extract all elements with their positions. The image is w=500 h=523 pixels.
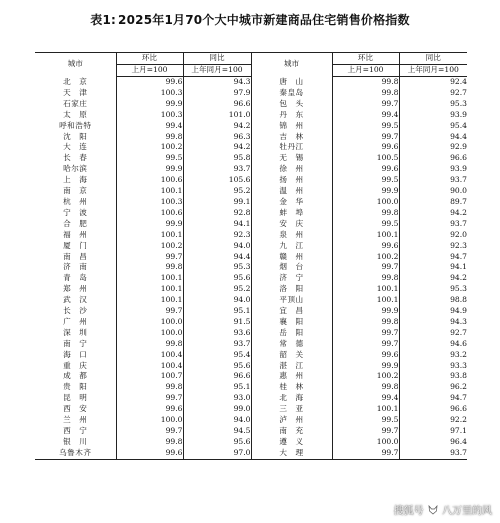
yoy-cell: 94.2 — [183, 121, 251, 132]
city-cell: 太 原 — [63, 109, 88, 119]
header-mom-left: 环比 — [116, 53, 183, 65]
table-row — [35, 350, 467, 361]
city-cell: 岳 阳 — [251, 328, 332, 339]
mom-cell: 99.6 — [116, 448, 183, 459]
yoy-cell: 92.7 — [399, 88, 467, 99]
yoy-cell: 94.5 — [183, 426, 251, 437]
table-row — [35, 393, 467, 404]
yoy-cell: 95.6 — [183, 437, 251, 448]
city-cell: 杭 州 — [63, 196, 88, 206]
yoy-cell: 93.7 — [399, 175, 467, 186]
city-cell: 长 沙 — [63, 306, 88, 316]
mom-cell: 99.8 — [116, 437, 183, 448]
mom-cell: 100.4 — [116, 350, 183, 361]
yoy-cell: 95.3 — [399, 99, 467, 110]
yoy-cell: 92.0 — [399, 230, 467, 241]
yoy-cell: 93.9 — [399, 164, 467, 175]
mom-cell: 99.7 — [332, 328, 399, 339]
mom-cell: 99.6 — [332, 241, 399, 252]
city-cell: 福 州 — [63, 229, 88, 239]
mom-cell: 100.4 — [116, 361, 183, 372]
table-row — [35, 142, 467, 153]
city-cell: 常 德 — [251, 339, 332, 350]
city-cell: 西 宁 — [63, 426, 88, 435]
mom-cell: 99.6 — [116, 404, 183, 415]
city-cell: 北 京 — [63, 76, 88, 86]
city-cell: 海 口 — [63, 349, 88, 359]
mom-cell: 99.4 — [332, 393, 399, 404]
mom-cell: 100.0 — [116, 328, 183, 339]
city-cell: 贵 阳 — [63, 382, 88, 392]
yoy-cell: 93.2 — [399, 350, 467, 361]
city-cell: 蚌 埠 — [251, 208, 332, 219]
city-cell: 扬 州 — [251, 175, 332, 186]
city-cell: 银 川 — [63, 436, 88, 446]
mom-cell: 99.7 — [332, 262, 399, 273]
table-row — [35, 448, 467, 459]
mom-cell: 99.6 — [332, 164, 399, 175]
yoy-cell: 96.6 — [399, 153, 467, 164]
city-cell: 丹 东 — [251, 110, 332, 121]
watermark-author: 八万里的风 — [442, 506, 492, 517]
yoy-cell: 96.6 — [183, 371, 251, 382]
mom-cell: 100.1 — [332, 295, 399, 306]
mom-cell: 99.7 — [116, 252, 183, 263]
table-row — [35, 284, 467, 295]
table-row — [35, 153, 467, 164]
mom-cell: 100.3 — [116, 197, 183, 208]
city-cell: 吉 林 — [251, 132, 332, 143]
yoy-cell: 91.5 — [183, 317, 251, 328]
mom-cell: 100.6 — [116, 175, 183, 186]
yoy-cell: 94.2 — [399, 273, 467, 284]
yoy-cell: 97.0 — [183, 448, 251, 459]
yoy-cell: 92.8 — [183, 208, 251, 219]
city-cell: 石家庄 — [63, 98, 88, 108]
table-row — [35, 252, 467, 263]
table-row — [35, 382, 467, 393]
yoy-cell: 92.7 — [399, 328, 467, 339]
mom-cell: 99.8 — [332, 77, 399, 88]
yoy-cell: 94.9 — [399, 306, 467, 317]
mom-cell: 100.0 — [332, 197, 399, 208]
table-row — [35, 132, 467, 143]
city-cell: 锦 州 — [251, 121, 332, 132]
yoy-cell: 95.3 — [399, 284, 467, 295]
city-cell: 温 州 — [251, 186, 332, 197]
mom-cell: 100.1 — [116, 230, 183, 241]
mom-cell: 99.8 — [116, 262, 183, 273]
city-cell: 唐 山 — [251, 77, 332, 88]
mom-cell: 99.7 — [332, 132, 399, 143]
city-cell: 秦皇岛 — [251, 88, 332, 99]
mom-cell: 99.4 — [116, 121, 183, 132]
mom-cell: 99.7 — [116, 426, 183, 437]
city-cell: 泉 州 — [251, 230, 332, 241]
mom-cell: 99.7 — [332, 426, 399, 437]
table-row — [35, 230, 467, 241]
city-cell: 无 锡 — [251, 153, 332, 164]
mom-cell: 100.3 — [116, 88, 183, 99]
yoy-cell: 95.4 — [399, 121, 467, 132]
mom-cell: 99.8 — [116, 132, 183, 143]
city-cell: 泸 州 — [251, 415, 332, 426]
city-cell: 韶 关 — [251, 350, 332, 361]
yoy-cell: 94.3 — [399, 317, 467, 328]
city-cell: 武 汉 — [63, 295, 88, 305]
mom-cell: 99.8 — [116, 339, 183, 350]
city-cell: 天 津 — [63, 87, 88, 97]
yoy-cell: 94.2 — [399, 208, 467, 219]
city-cell: 合 肥 — [63, 218, 88, 228]
header-mom-right: 环比 — [332, 53, 399, 65]
header-mom-base-left: 上月=100 — [116, 65, 183, 77]
mom-cell: 99.7 — [332, 448, 399, 459]
city-cell: 青 岛 — [63, 273, 88, 283]
city-cell: 上 海 — [63, 175, 88, 185]
yoy-cell: 98.8 — [399, 295, 467, 306]
yoy-cell: 90.0 — [399, 186, 467, 197]
yoy-cell: 93.9 — [399, 110, 467, 121]
city-cell: 大 理 — [251, 448, 332, 459]
yoy-cell: 93.7 — [183, 164, 251, 175]
mom-cell: 100.2 — [332, 371, 399, 382]
mom-cell: 99.9 — [116, 99, 183, 110]
city-cell: 徐 州 — [251, 164, 332, 175]
city-cell: 襄 阳 — [251, 317, 332, 328]
mom-cell: 100.6 — [116, 208, 183, 219]
table-title-prefix: 表1: — [90, 13, 117, 27]
yoy-cell: 101.0 — [183, 110, 251, 121]
city-cell: 深 圳 — [63, 327, 88, 337]
city-cell: 乌鲁木齐 — [35, 448, 116, 459]
watermark-source-label: 搜狐号 — [393, 506, 424, 517]
city-cell: 北 海 — [251, 393, 332, 404]
yoy-cell: 93.7 — [399, 219, 467, 230]
yoy-cell: 93.7 — [399, 448, 467, 459]
header-yoy-right: 同比 — [399, 53, 467, 65]
city-cell: 赣 州 — [251, 252, 332, 263]
yoy-cell: 94.0 — [183, 241, 251, 252]
yoy-cell: 92.3 — [183, 230, 251, 241]
mom-cell: 100.0 — [332, 437, 399, 448]
city-cell: 西 安 — [63, 404, 88, 414]
yoy-cell: 97.9 — [183, 88, 251, 99]
header-city-left: 城市 — [35, 53, 116, 77]
table-body — [35, 77, 467, 460]
yoy-cell: 95.4 — [183, 350, 251, 361]
city-cell: 三 亚 — [251, 404, 332, 415]
table-row — [35, 208, 467, 219]
yoy-cell: 96.6 — [183, 99, 251, 110]
mom-cell: 99.8 — [332, 208, 399, 219]
city-cell: 包 头 — [251, 99, 332, 110]
yoy-cell: 89.7 — [399, 197, 467, 208]
yoy-cell: 95.1 — [183, 306, 251, 317]
city-cell: 桂 林 — [251, 382, 332, 393]
mom-cell: 100.1 — [116, 273, 183, 284]
mom-cell: 99.7 — [116, 306, 183, 317]
mom-cell: 100.2 — [116, 142, 183, 153]
watermark — [394, 502, 492, 517]
table-row — [35, 295, 467, 306]
city-cell: 宁 波 — [63, 207, 88, 217]
mom-cell: 100.1 — [116, 295, 183, 306]
yoy-cell: 95.3 — [183, 262, 251, 273]
mom-cell: 99.4 — [332, 110, 399, 121]
mom-cell: 99.6 — [332, 350, 399, 361]
yoy-cell: 96.3 — [183, 132, 251, 143]
price-index-table — [35, 52, 467, 460]
yoy-cell: 94.2 — [183, 142, 251, 153]
mom-cell: 99.8 — [332, 317, 399, 328]
city-cell: 厦 门 — [63, 240, 88, 250]
header-mom-base-right: 上月=100 — [332, 65, 399, 77]
table-row — [35, 99, 467, 110]
mom-cell: 100.1 — [116, 284, 183, 295]
mom-cell: 100.1 — [332, 404, 399, 415]
yoy-cell: 92.4 — [399, 77, 467, 88]
header-yoy-left: 同比 — [183, 53, 251, 65]
city-cell: 牡丹江 — [251, 142, 332, 153]
mom-cell: 100.3 — [116, 110, 183, 121]
mom-cell: 99.7 — [116, 393, 183, 404]
yoy-cell: 95.2 — [183, 186, 251, 197]
yoy-cell: 94.4 — [399, 132, 467, 143]
table-row — [35, 339, 467, 350]
city-cell: 济 宁 — [251, 273, 332, 284]
yoy-cell: 99.1 — [183, 197, 251, 208]
city-cell: 遵 义 — [251, 437, 332, 448]
mom-cell: 100.5 — [332, 153, 399, 164]
mom-cell: 99.5 — [332, 415, 399, 426]
yoy-cell: 93.7 — [183, 339, 251, 350]
table-row — [35, 361, 467, 372]
mom-cell: 100.0 — [116, 317, 183, 328]
header-yoy-base-right: 上年同月=100 — [399, 65, 467, 77]
city-cell: 成 都 — [63, 371, 88, 381]
yoy-cell: 94.6 — [399, 339, 467, 350]
table-row — [35, 426, 467, 437]
yoy-cell: 93.0 — [183, 393, 251, 404]
mom-cell: 99.9 — [332, 186, 399, 197]
city-cell: 南 昌 — [63, 251, 88, 261]
yoy-cell: 99.0 — [183, 404, 251, 415]
table-row — [35, 306, 467, 317]
table-row — [35, 164, 467, 175]
table-title — [0, 11, 500, 28]
city-cell: 重 庆 — [63, 360, 88, 370]
mom-cell: 100.0 — [116, 415, 183, 426]
table-row — [35, 273, 467, 284]
yoy-cell: 105.6 — [183, 175, 251, 186]
yoy-cell: 93.6 — [183, 328, 251, 339]
yoy-cell: 95.6 — [183, 273, 251, 284]
yoy-cell: 92.2 — [399, 415, 467, 426]
table-row — [35, 371, 467, 382]
yoy-cell: 95.2 — [183, 284, 251, 295]
yoy-cell: 93.3 — [399, 361, 467, 372]
table-title-text: 2025年1月70个大中城市新建商品住宅销售价格指数 — [118, 13, 410, 27]
mom-cell: 99.8 — [332, 273, 399, 284]
table-row — [35, 219, 467, 230]
table-row — [35, 88, 467, 99]
city-cell: 昆 明 — [63, 393, 88, 403]
yoy-cell: 96.4 — [399, 437, 467, 448]
city-cell: 南 京 — [63, 186, 88, 196]
table-row — [35, 186, 467, 197]
city-cell: 广 州 — [63, 316, 88, 326]
city-cell: 惠 州 — [251, 371, 332, 382]
mom-cell: 99.5 — [332, 219, 399, 230]
table-row — [35, 110, 467, 121]
city-cell: 郑 州 — [63, 284, 88, 294]
yoy-cell: 94.3 — [183, 77, 251, 88]
yoy-cell: 94.0 — [183, 415, 251, 426]
city-cell: 安 庆 — [251, 219, 332, 230]
yoy-cell: 92.3 — [399, 241, 467, 252]
city-cell: 兰 州 — [63, 415, 88, 425]
mom-cell: 100.2 — [116, 241, 183, 252]
city-cell: 金 华 — [251, 197, 332, 208]
table-row — [35, 175, 467, 186]
table-row — [35, 121, 467, 132]
city-cell: 大 连 — [63, 142, 88, 152]
mom-cell: 99.5 — [332, 121, 399, 132]
city-cell: 洛 阳 — [251, 284, 332, 295]
header-yoy-base-left: 上年同月=100 — [183, 65, 251, 77]
mom-cell: 99.9 — [332, 306, 399, 317]
city-cell: 哈尔滨 — [63, 164, 88, 174]
city-cell: 宜 昌 — [251, 306, 332, 317]
yoy-cell: 94.0 — [183, 295, 251, 306]
mom-cell: 99.7 — [332, 339, 399, 350]
city-cell: 平顶山 — [251, 295, 332, 306]
mom-cell: 100.1 — [332, 284, 399, 295]
table-row — [35, 415, 467, 426]
yoy-cell: 92.9 — [399, 142, 467, 153]
mom-cell: 99.7 — [332, 99, 399, 110]
fox-head-icon — [428, 505, 438, 515]
city-cell: 呼和浩特 — [59, 120, 92, 130]
mom-cell: 99.8 — [332, 88, 399, 99]
table-row — [35, 328, 467, 339]
mom-cell: 99.9 — [116, 164, 183, 175]
city-cell: 长 春 — [63, 153, 88, 163]
mom-cell: 100.1 — [332, 230, 399, 241]
yoy-cell: 95.8 — [183, 153, 251, 164]
yoy-cell: 97.1 — [399, 426, 467, 437]
yoy-cell: 95.1 — [183, 382, 251, 393]
mom-cell: 99.9 — [332, 361, 399, 372]
table-row — [35, 317, 467, 328]
city-cell: 湛 江 — [251, 361, 332, 372]
mom-cell: 100.1 — [116, 186, 183, 197]
mom-cell: 100.2 — [332, 252, 399, 263]
yoy-cell: 96.6 — [399, 404, 467, 415]
city-cell: 沈 阳 — [63, 131, 88, 141]
mom-cell: 99.5 — [116, 153, 183, 164]
table-row — [35, 197, 467, 208]
yoy-cell: 94.7 — [399, 393, 467, 404]
city-cell: 九 江 — [251, 241, 332, 252]
table-row — [35, 262, 467, 273]
city-cell: 烟 台 — [251, 262, 332, 273]
yoy-cell: 95.6 — [183, 361, 251, 372]
table-row — [35, 77, 467, 88]
table-row — [35, 404, 467, 415]
table-row — [35, 437, 467, 448]
yoy-cell: 93.8 — [399, 371, 467, 382]
yoy-cell: 94.1 — [399, 262, 467, 273]
yoy-cell: 94.7 — [399, 252, 467, 263]
yoy-cell: 96.2 — [399, 382, 467, 393]
city-cell: 南 充 — [251, 426, 332, 437]
header-city-right: 城市 — [251, 53, 332, 77]
mom-cell: 99.5 — [332, 175, 399, 186]
mom-cell: 99.6 — [332, 142, 399, 153]
mom-cell: 99.8 — [332, 382, 399, 393]
table-row — [35, 241, 467, 252]
mom-cell: 99.8 — [116, 382, 183, 393]
mom-cell: 99.9 — [116, 219, 183, 230]
table-header — [35, 53, 467, 77]
city-cell: 济 南 — [63, 262, 88, 272]
yoy-cell: 94.4 — [183, 252, 251, 263]
mom-cell: 100.7 — [116, 371, 183, 382]
yoy-cell: 94.1 — [183, 219, 251, 230]
mom-cell: 99.6 — [116, 77, 183, 88]
city-cell: 南 宁 — [63, 338, 88, 348]
